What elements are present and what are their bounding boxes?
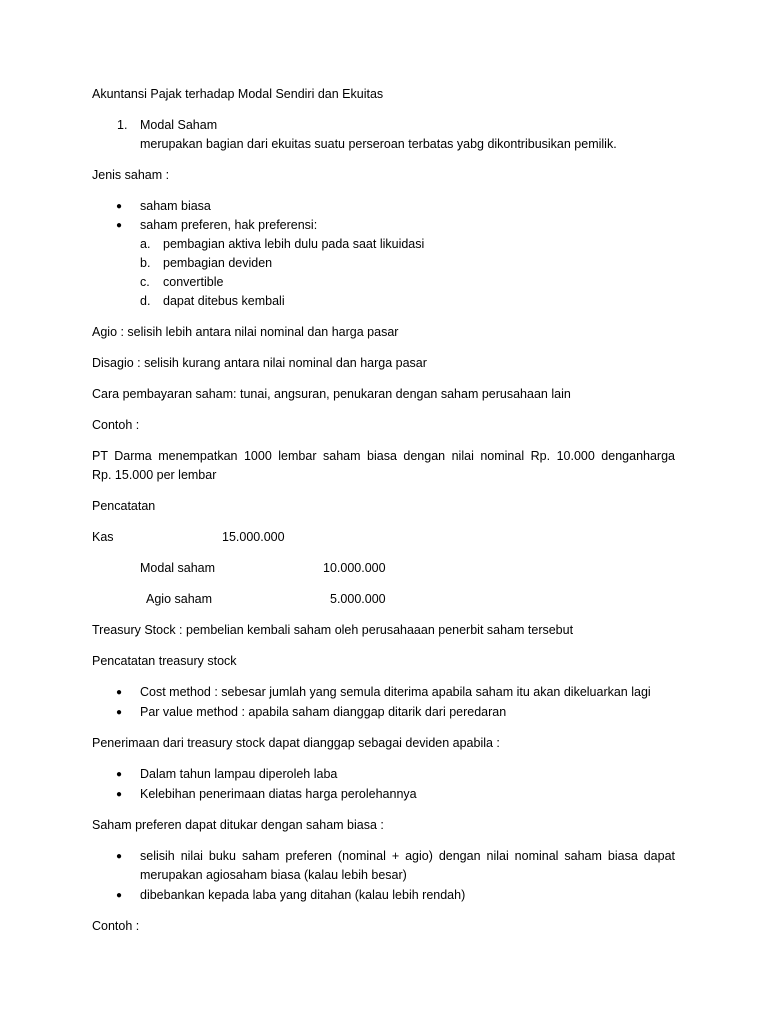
list-marker: d. <box>140 294 151 308</box>
list-item: pembagian deviden <box>163 256 273 270</box>
bullet-icon: ● <box>116 707 123 718</box>
list-item-continuation: merupakan agiosaham biasa (kalau lebih besar) <box>140 868 407 882</box>
bullet-icon: ● <box>116 201 123 212</box>
list-item: Par value method : apabila saham dianggap ditarik dari peredaran <box>140 705 507 719</box>
journal-account: Agio saham <box>146 592 213 606</box>
pencatatan-label: Pencatatan <box>92 499 156 513</box>
bullet-icon: ● <box>116 789 123 800</box>
contoh-label: Contoh : <box>92 418 140 432</box>
section-number: 1. <box>117 118 128 132</box>
bullet-icon: ● <box>116 851 123 862</box>
section-description: merupakan bagian dari ekuitas suatu perseroan terbatas yabg dikontribusikan pemilik. <box>140 137 617 151</box>
list-item: Dalam tahun lampau diperoleh laba <box>140 767 338 781</box>
journal-amount: 5.000.000 <box>330 592 386 606</box>
list-item: dapat ditebus kembali <box>163 294 285 308</box>
penerimaan-label: Penerimaan dari treasury stock dapat dianggap sebagai deviden apabila : <box>92 736 500 750</box>
jenis-saham-label: Jenis saham : <box>92 168 170 182</box>
bullet-icon: ● <box>116 687 123 698</box>
disagio-definition: Disagio : selisih kurang antara nilai nominal dan harga pasar <box>92 356 427 370</box>
treasury-definition: Treasury Stock : pembelian kembali saham oleh perusahaaan penerbit saham tersebut <box>92 623 574 637</box>
agio-definition: Agio : selisih lebih antara nilai nominal dan harga pasar <box>92 325 399 339</box>
bullet-icon: ● <box>116 890 123 901</box>
journal-amount: 10.000.000 <box>323 561 386 575</box>
journal-account: Modal saham <box>140 561 216 575</box>
contoh-text-line2: Rp. 15.000 per lembar <box>92 468 217 482</box>
list-marker: b. <box>140 256 151 270</box>
section-heading: Modal Saham <box>140 118 218 132</box>
list-marker: c. <box>140 275 150 289</box>
list-item: saham biasa <box>140 199 211 213</box>
list-item: selisih nilai buku saham preferen (nominal + agio) dengan nilai nominal saham biasa dapat <box>140 849 675 863</box>
treasury-pencatatan-label: Pencatatan treasury stock <box>92 654 237 668</box>
document-title: Akuntansi Pajak terhadap Modal Sendiri dan Ekuitas <box>92 87 384 101</box>
list-item: Kelebihan penerimaan diatas harga perolehannya <box>140 787 417 801</box>
journal-amount: 15.000.000 <box>222 530 285 544</box>
list-item: dibebankan kepada laba yang ditahan (kalau lebih rendah) <box>140 888 466 902</box>
contoh-text-line1: PT Darma menempatkan 1000 lembar saham biasa dengan nilai nominal Rp. 10.000 denganharga <box>92 449 675 463</box>
preferen-tukar-label: Saham preferen dapat ditukar dengan saham biasa : <box>92 818 384 832</box>
contoh-label: Contoh : <box>92 919 140 933</box>
list-marker: a. <box>140 237 151 251</box>
journal-account: Kas <box>92 530 114 544</box>
bullet-icon: ● <box>116 220 123 231</box>
list-item: convertible <box>163 275 224 289</box>
list-item: saham preferen, hak preferensi: <box>140 218 318 232</box>
list-item: Cost method : sebesar jumlah yang semula diterima apabila saham itu akan dikeluarkan lagi <box>140 685 651 699</box>
list-item: pembagian aktiva lebih dulu pada saat likuidasi <box>163 237 425 251</box>
bullet-icon: ● <box>116 769 123 780</box>
cara-pembayaran: Cara pembayaran saham: tunai, angsuran, penukaran dengan saham perusahaan lain <box>92 387 571 401</box>
